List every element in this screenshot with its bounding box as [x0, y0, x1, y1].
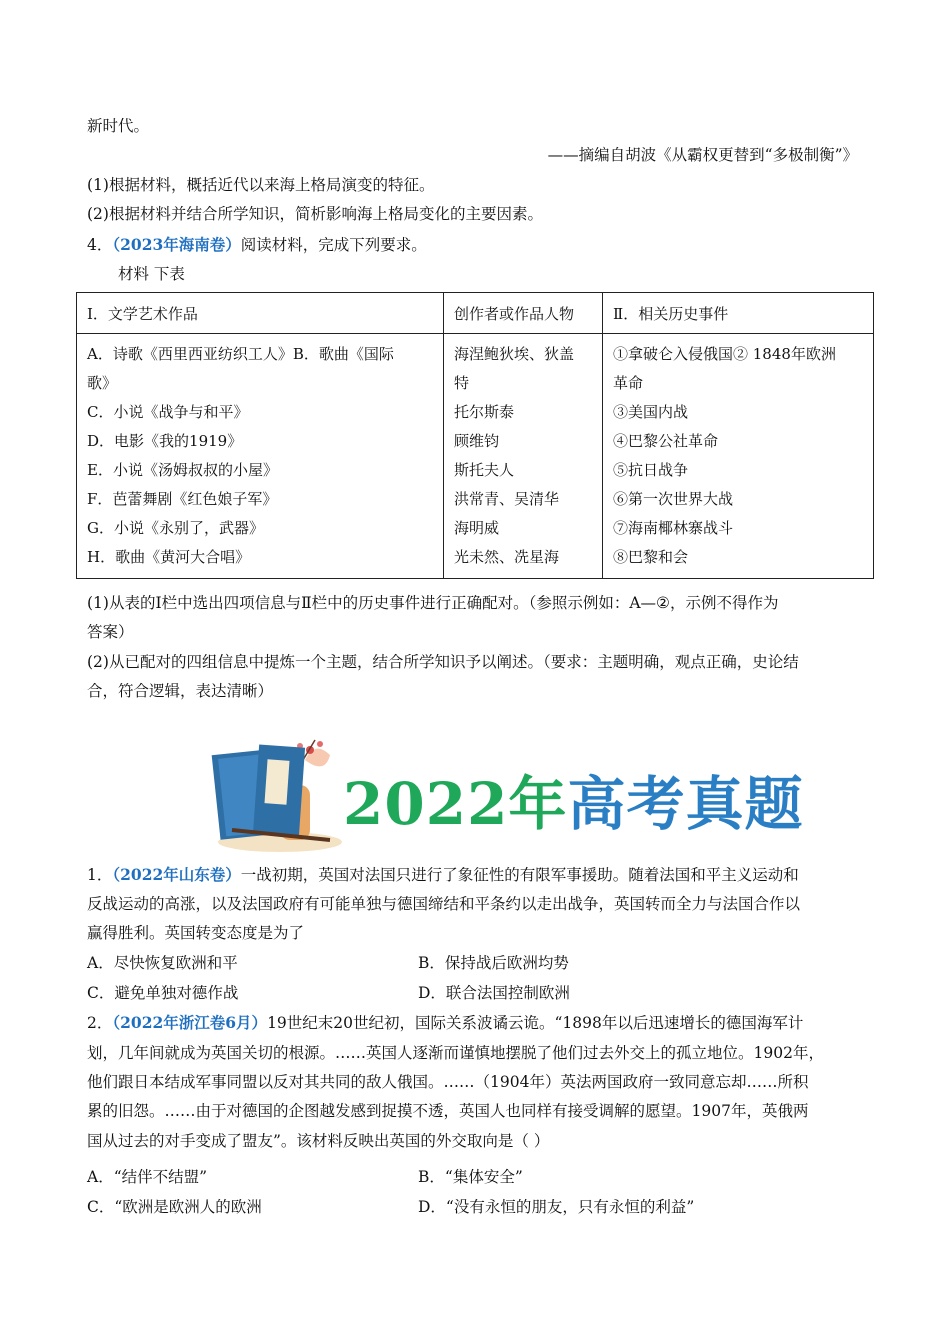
- question-text-line: 累的旧怨。……由于对德国的企图越发感到捉摸不透，英国人也同样有接受调解的愿望。1907年，英俄两: [87, 1102, 809, 1120]
- option-b[interactable]: B．“集体安全”: [418, 1168, 523, 1186]
- question-text-line: 反战运动的高涨，以及法国政府有可能单独与德国缔结和平条约以走出战争，英国转而全力与法国合作以: [87, 895, 801, 913]
- question-source: （2022年浙江卷6月）: [112, 1013, 268, 1032]
- question-4-header: [87, 235, 427, 255]
- option-c[interactable]: C．避免单独对德作战: [87, 984, 239, 1002]
- work-line: E．小说《汤姆叔叔的小屋》: [87, 461, 278, 479]
- question-text-line: 他们跟日本结成军事同盟以反对其共同的敌人俄国。……（1904年）英法两国政府一致同意忘却……所积: [87, 1073, 809, 1091]
- creators-cell: [444, 334, 603, 579]
- option-c[interactable]: C．“欧洲是欧洲人的欧洲: [87, 1198, 262, 1216]
- table-header-row: [77, 293, 874, 334]
- question-prompt: 阅读材料，完成下列要求。: [240, 236, 427, 254]
- section-heading: 高考真题: [567, 770, 804, 838]
- question-sub-1-cont: 答案）: [87, 623, 134, 641]
- question-text-line: 划，几年间就成为英国关切的根源。……英国人逐渐而谨慎地摆脱了他们过去外交上的孤立地位。1902年，: [87, 1044, 824, 1062]
- creator-line: 海涅鲍狄埃、狄盖: [454, 345, 575, 363]
- event-line: ④巴黎公社革命: [613, 432, 719, 450]
- option-a[interactable]: A．尽快恢复欧洲和平: [87, 954, 238, 972]
- work-line: D．电影《我的1919》: [87, 432, 243, 450]
- table-header: Ⅰ．文学艺术作品: [77, 293, 444, 334]
- work-line: C．小说《战争与和平》: [87, 403, 249, 421]
- table-header: 创作者或作品人物: [444, 293, 603, 334]
- question-sub-2: (2)根据材料并结合所学知识，简析影响海上格局变化的主要因素。: [87, 205, 543, 223]
- table-header: Ⅱ．相关历史事件: [603, 293, 874, 334]
- question-text: 19世纪末20世纪初，国际关系波谲云诡。“1898年以后迅速增长的德国海军计: [267, 1014, 804, 1032]
- section-title: [343, 757, 803, 841]
- question-text-line: 国从过去的对手变成了盟友”。该材料反映出英国的外交取向是（ ）: [87, 1132, 550, 1150]
- question-number: 4．: [87, 236, 113, 254]
- work-line: G．小说《永别了，武器》: [87, 519, 264, 537]
- question-number: 2．: [87, 1014, 113, 1032]
- question-number: 1．: [87, 866, 113, 884]
- question-text: 一战初期，英国对法国只进行了象征性的有限军事援助。随着法国和平主义运动和: [240, 866, 799, 884]
- question-source: （2023年海南卷）: [112, 235, 241, 254]
- question-source: （2022年山东卷）: [112, 865, 241, 884]
- creator-line: 顾维钧: [454, 432, 500, 450]
- option-d[interactable]: D．联合法国控制欧洲: [418, 984, 570, 1002]
- creator-line: 洪常青、吴清华: [454, 490, 560, 508]
- question-2-line: [87, 1013, 803, 1033]
- work-line: F．芭蕾舞剧《红色娘子军》: [87, 490, 278, 508]
- table-row: [77, 334, 874, 579]
- question-sub-1: (1)根据材料，概括近代以来海上格局演变的特征。: [87, 176, 435, 194]
- citation: ——摘编自胡波《从霸权更替到“多极制衡”》: [547, 146, 858, 164]
- section-year: 2022年: [343, 770, 568, 838]
- event-line: ⑥第一次世界大战: [613, 490, 734, 508]
- creator-line: 托尔斯泰: [454, 403, 515, 421]
- question-sub-2-cont: 合，符合逻辑，表达清晰）: [87, 682, 274, 700]
- material-table: [76, 292, 874, 579]
- option-a[interactable]: A．“结伴不结盟”: [87, 1168, 208, 1186]
- text-line: 新时代。: [87, 117, 150, 135]
- event-line: ①拿破仑入侵俄国② 1848年欧洲: [613, 345, 836, 363]
- event-line: ⑤抗日战争: [613, 461, 689, 479]
- option-d[interactable]: D．“没有永恒的朋友，只有永恒的利益”: [418, 1198, 695, 1216]
- work-line: 歌》: [87, 374, 118, 392]
- question-1-line: [87, 865, 799, 885]
- events-cell: [603, 334, 874, 579]
- question-sub-2: (2)从已配对的四组信息中提炼一个主题，结合所学知识予以阐述。（要求：主题明确，观点正确，史论结: [87, 653, 799, 671]
- event-line: ③美国内战: [613, 403, 689, 421]
- option-b[interactable]: B．保持战后欧洲均势: [418, 954, 569, 972]
- material-label: 材料 下表: [118, 265, 185, 283]
- event-line: ⑧巴黎和会: [613, 548, 689, 566]
- event-line: ⑦海南椰林寨战斗: [613, 519, 734, 537]
- work-line: A．诗歌《西里西亚纺织工人》B．歌曲《国际: [87, 345, 394, 363]
- work-line: H．歌曲《黄河大合唱》: [87, 548, 251, 566]
- works-cell: [77, 334, 444, 579]
- creator-line: 特: [454, 374, 470, 392]
- question-text-line: 赢得胜利。英国转变态度是为了: [87, 924, 305, 942]
- creator-line: 光未然、冼星海: [454, 548, 560, 566]
- event-line: 革命: [613, 374, 644, 392]
- question-sub-1: (1)从表的Ⅰ栏中选出四项信息与Ⅱ栏中的历史事件进行正确配对。（参照示例如：A—②，示例不得作为: [87, 594, 779, 612]
- creator-line: 海明威: [454, 519, 500, 537]
- creator-line: 斯托夫人: [454, 461, 515, 479]
